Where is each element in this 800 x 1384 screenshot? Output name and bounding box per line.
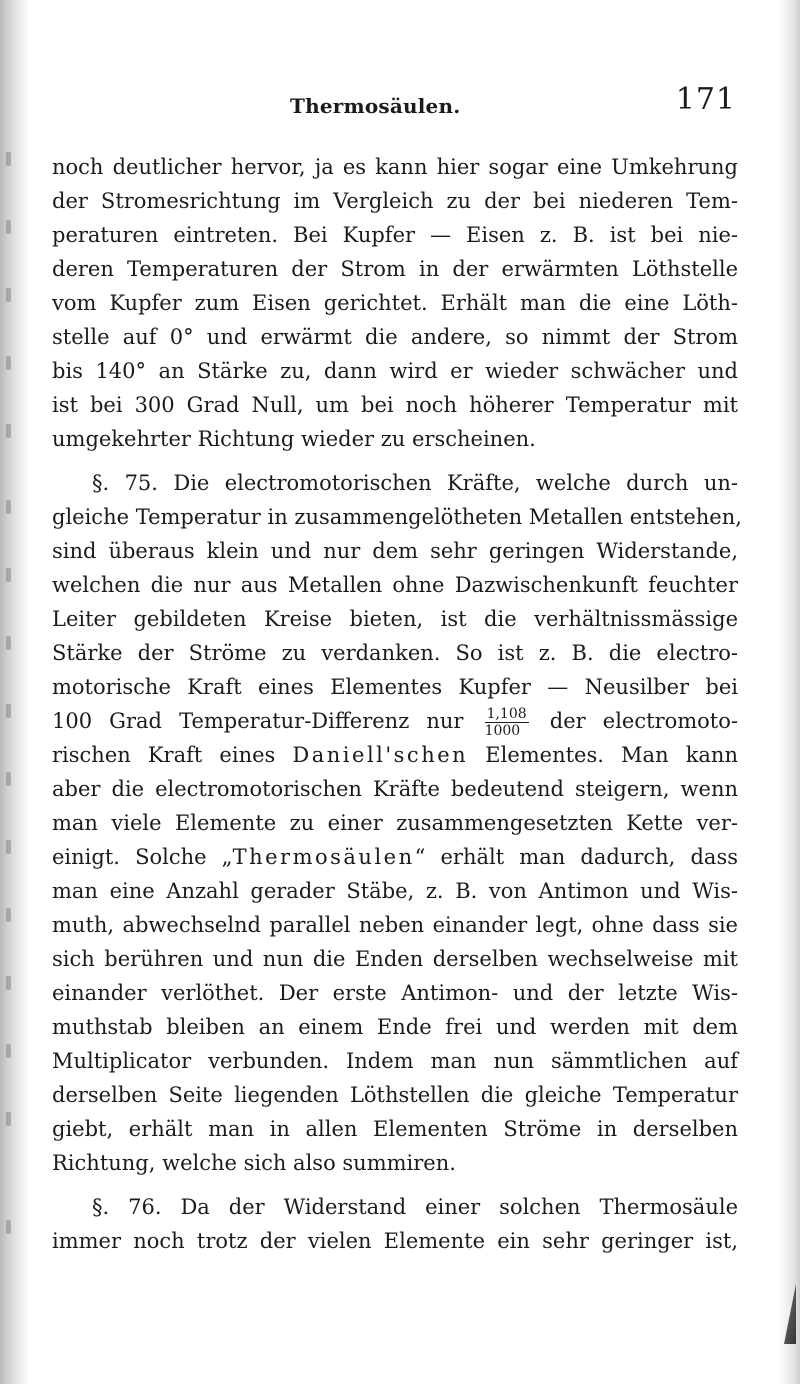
text-line: gleiche Temperatur in zusammengelötheten Metallen entstehen, xyxy=(52,505,742,529)
text-line: deren Temperaturen der Strom in der erwärmten Löthstelle xyxy=(52,257,738,281)
fraction-numerator: 1,108 xyxy=(486,706,527,722)
page-edge-shadow xyxy=(778,0,800,1384)
section-75-start: §. 75. Die electromotorischen Kräfte, welche durch un- xyxy=(92,471,738,495)
gutter-mark xyxy=(6,1220,11,1234)
text-line: vom Kupfer zum Eisen gerichtet. Erhält man die eine Löth- xyxy=(52,291,738,315)
gutter-mark xyxy=(6,356,11,370)
text-line: umgekehrter Richtung wieder zu erscheinen. xyxy=(52,427,536,451)
text-line: Stärke der Ströme zu verdanken. So ist z. B. die electro- xyxy=(52,641,738,665)
gutter-mark xyxy=(6,1112,11,1126)
text-line: sich berühren und nun die Enden derselben wechselweise mit xyxy=(52,947,738,971)
gutter-mark xyxy=(6,568,11,582)
text-segment: einigt. Solche „ xyxy=(52,845,233,869)
emphasized-name: Daniell'schen xyxy=(292,743,469,767)
body-text xyxy=(52,150,742,1258)
text-line: derselben Seite liegenden Löthstellen die gleiche Temperatur xyxy=(52,1083,738,1107)
page-number: 171 xyxy=(675,82,736,117)
text-segment: rischen Kraft eines xyxy=(52,743,276,767)
text-line: einander verlöthet. Der erste Antimon- und der letzte Wis- xyxy=(52,981,738,1005)
text-segment: 100 Grad Temperatur-Differenz nur xyxy=(52,709,464,733)
paragraph-1 xyxy=(52,150,738,456)
text-line: stelle auf 0° und erwärmt die andere, so nimmt der Strom xyxy=(52,325,738,349)
text-segment: Elementes. Man kann xyxy=(485,743,738,767)
text-segment: der electromoto- xyxy=(549,709,738,733)
emphasized-term: Thermosäulen xyxy=(232,845,415,869)
text-line: giebt, erhält man in allen Elementen Ströme in derselben xyxy=(52,1117,738,1141)
text-line: man eine Anzahl gerader Stäbe, z. B. von Antimon und Wis- xyxy=(52,879,738,903)
paragraph-3 xyxy=(52,1190,738,1258)
gutter-mark xyxy=(6,908,11,922)
paragraph-2 xyxy=(52,466,742,1180)
text-line: der Stromesrichtung im Vergleich zu der bei niederen Tem- xyxy=(52,189,738,213)
text-line: noch deutlicher hervor, ja es kann hier sogar eine Umkehrung xyxy=(52,155,738,179)
gutter-mark xyxy=(6,1044,11,1058)
gutter-mark xyxy=(6,288,11,302)
text-line: welchen die nur aus Metallen ohne Dazwischenkunft feuchter xyxy=(52,573,738,597)
gutter-mark xyxy=(6,424,11,438)
gutter-mark xyxy=(6,152,11,166)
gutter-mark xyxy=(6,636,11,650)
text-line: man viele Elemente zu einer zusammengesetzten Kette ver- xyxy=(52,811,738,835)
text-line: aber die electromotorischen Kräfte bedeutend steigern, wenn xyxy=(52,777,738,801)
page-header xyxy=(60,82,736,134)
gutter-mark xyxy=(6,976,11,990)
binding-gutter xyxy=(0,0,30,1384)
text-segment: “ erhält man dadurch, dass xyxy=(414,845,738,869)
gutter-mark xyxy=(6,840,11,854)
gutter-mark xyxy=(6,772,11,786)
section-76-start: §. 76. Da der Widerstand einer solchen Thermosäule xyxy=(92,1195,738,1219)
gutter-mark xyxy=(6,220,11,234)
running-title: Thermosäulen. xyxy=(290,94,461,118)
text-line: Richtung, welche sich also summiren. xyxy=(52,1151,456,1175)
text-line: motorische Kraft eines Elementes Kupfer — Neusilber bei xyxy=(52,675,738,699)
thermo-line xyxy=(52,840,738,874)
text-line: Multiplicator verbunden. Indem man nun sämmtlichen auf xyxy=(52,1049,738,1073)
daniell-line xyxy=(52,738,738,772)
fraction xyxy=(485,707,529,738)
gutter-mark xyxy=(6,500,11,514)
gutter-mark xyxy=(6,704,11,718)
text-line: immer noch trotz der vielen Elemente ein sehr geringer ist, xyxy=(52,1229,738,1253)
fraction-line xyxy=(52,704,738,738)
text-line: peraturen eintreten. Bei Kupfer — Eisen z. B. ist bei nie- xyxy=(52,223,738,247)
fraction-denominator: 1000 xyxy=(484,723,521,739)
text-line: sind überaus klein und nur dem sehr geringen Widerstande, xyxy=(52,539,738,563)
text-line: ist bei 300 Grad Null, um bei noch höherer Temperatur mit xyxy=(52,393,738,417)
text-line: bis 140° an Stärke zu, dann wird er wieder schwächer und xyxy=(52,359,738,383)
text-line: Leiter gebildeten Kreise bieten, ist die verhältnissmässige xyxy=(52,607,738,631)
text-line: muth, abwechselnd parallel neben einander legt, ohne dass sie xyxy=(52,913,738,937)
text-line: muthstab bleiben an einem Ende frei und werden mit dem xyxy=(52,1015,738,1039)
